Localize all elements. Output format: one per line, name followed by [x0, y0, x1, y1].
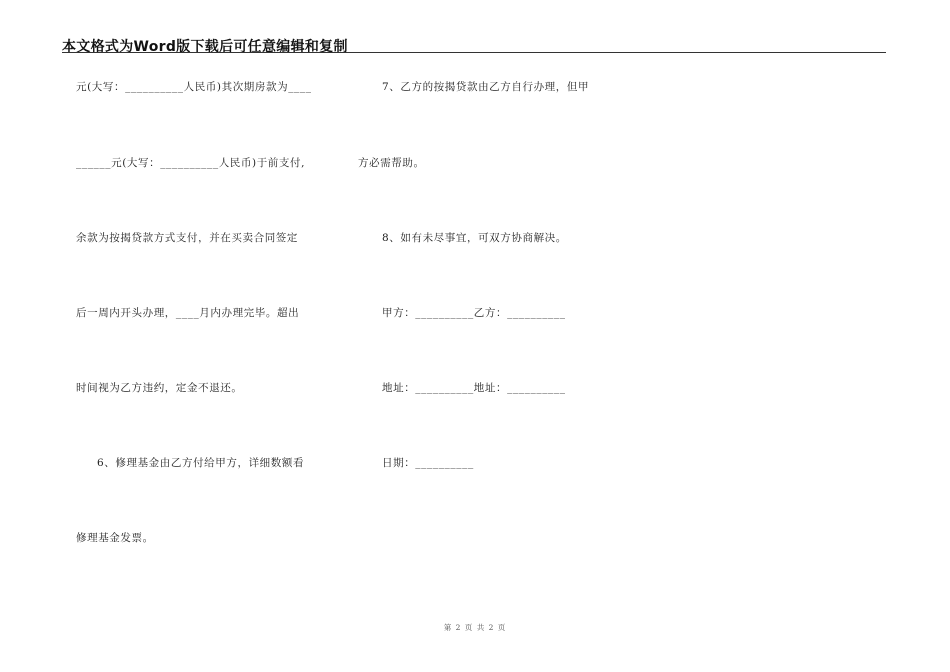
- left-line-3: 余款为按揭贷款方式支付，并在买卖合同签定: [76, 232, 298, 244]
- signature-date-line: 日期：__________: [382, 457, 474, 469]
- left-line-5: 时间视为乙方违约，定金不退还。: [76, 382, 243, 394]
- right-line-2: 方必需帮助。: [358, 157, 425, 169]
- header-divider: [62, 52, 886, 53]
- signature-address-line: 地址：__________地址：__________: [382, 382, 566, 394]
- header-title: 本文格式为Word版下载后可任意编辑和复制: [62, 39, 348, 55]
- left-line-2: ______元(大写：__________人民币)于前支付,: [76, 157, 306, 169]
- right-line-1: 7、乙方的按揭贷款由乙方自行办理，但甲: [382, 81, 590, 93]
- right-line-3: 8、如有未尽事宜，可双方协商解决。: [382, 232, 567, 244]
- left-line-4: 后一周内开头办理，____月内办理完毕。超出: [76, 307, 300, 319]
- left-line-6: 6、修理基金由乙方付给甲方，详细数额看: [97, 457, 305, 469]
- signature-party-line: 甲方：__________乙方：__________: [382, 307, 566, 319]
- left-line-7: 修理基金发票。: [76, 532, 154, 544]
- left-line-1: 元(大写：__________人民币)其次期房款为____: [76, 81, 312, 93]
- page-number: 第 2 页 共 2 页: [443, 623, 507, 632]
